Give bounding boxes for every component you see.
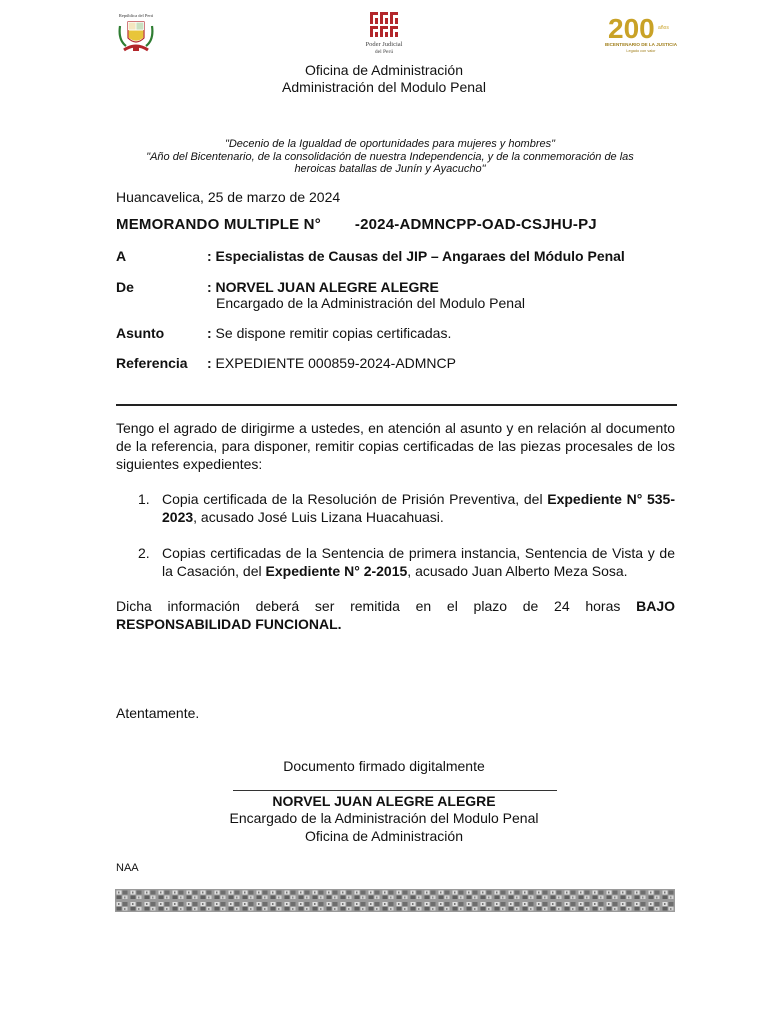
field-a-value: : Especialistas de Causas del JIP – Angaraes del Módulo Penal	[207, 248, 625, 264]
list-item-1-expediente: Expediente N° 535-2023	[162, 491, 675, 525]
office-line-1: Oficina de Administración	[305, 62, 463, 78]
header-divider	[116, 404, 677, 406]
field-a-label: A	[116, 248, 127, 264]
field-de-label: De	[116, 279, 134, 295]
field-referencia-colon: :	[207, 355, 212, 371]
memo-prefix: MEMORANDO MULTIPLE N°	[116, 216, 321, 233]
field-referencia-label: Referencia	[116, 355, 188, 371]
list-item-1-text: Copia certificada de la Resolución de Prisión Preventiva, del	[162, 491, 548, 507]
field-referencia-value: EXPEDIENTE 000859-2024-ADMNCP	[211, 355, 456, 371]
logo-right-anos: años	[658, 25, 669, 31]
bicentenario-200-logo-icon	[604, 12, 678, 56]
initials: NAA	[116, 862, 139, 874]
signatory-role: Encargado de la Administración del Modulo Penal	[229, 810, 539, 826]
poder-judicial-logo	[354, 12, 414, 56]
logo-mid-text-2: del Perú	[374, 49, 394, 55]
logo-right-number: 200	[608, 13, 655, 44]
office-line-2: Administración del Modulo Penal	[282, 79, 486, 95]
list-item-1	[138, 490, 675, 526]
list-item-1-accused: , acusado José Luis Lizana Huacahuasi.	[193, 509, 444, 525]
logo-left-text: República del Perú	[118, 13, 154, 18]
quote-line-3: heroicas batallas de Junín y Ayacucho"	[294, 163, 486, 175]
memo-title	[116, 216, 597, 233]
office-heading	[0, 62, 768, 96]
logo-right-text-1: BICENTENARIO DE LA JUSTICIA	[604, 42, 678, 47]
intro-paragraph: Tengo el agrado de dirigirme a ustedes, en atención al asunto y en relación al documento de la referencia, para disponer, remitir copias certificadas de las piezas procesales de los siguientes expedientes:	[116, 420, 675, 472]
peru-coat-of-arms-icon	[116, 12, 156, 58]
farewell: Atentamente.	[116, 705, 200, 721]
quote-line-2: "Año del Bicentenario, de la consolidación de nuestra Independencia, y de la conmemoración de las	[146, 150, 634, 163]
field-asunto-label: Asunto	[116, 325, 165, 341]
list-item-2-expediente: Expediente N° 2-2015	[265, 563, 408, 579]
footer-pattern-icon	[115, 889, 675, 912]
field-asunto-value: Se dispone remitir copias certificadas.	[211, 325, 452, 341]
signatory-name: NORVEL JUAN ALEGRE ALEGRE	[272, 793, 496, 809]
closing-emphasis: BAJO RESPONSABILIDAD FUNCIONAL.	[116, 598, 675, 632]
year-quotes	[110, 138, 670, 176]
list-item-2-accused: , acusado Juan Alberto Meza Sosa.	[407, 563, 628, 579]
list-item-2-number: 2.	[138, 545, 150, 561]
signatory-office: Oficina de Administración	[305, 828, 463, 844]
signature-line	[233, 790, 557, 791]
decorative-footer-band	[115, 889, 675, 912]
closing-text: Dicha información deberá ser remitida en el plazo de 24 horas	[116, 598, 637, 614]
field-de-value-2: Encargado de la Administración del Modulo Penal	[216, 295, 525, 311]
logo-right-text-2: Legado con valor	[626, 49, 656, 53]
bicentenario-logo	[604, 12, 678, 56]
document-date: Huancavelica, 25 de marzo de 2024	[116, 189, 341, 205]
peru-coat-of-arms-logo	[116, 12, 156, 58]
quote-line-1: "Decenio de la Igualdad de oportunidades para mujeres y hombres"	[224, 138, 556, 150]
list-item-2-text: Copias certificadas de la Sentencia de primera instancia, Sentencia de Vista y de la Casación, del	[162, 545, 675, 579]
logo-mid-text-1: Poder Judicial	[365, 41, 403, 48]
field-de-value: : NORVEL JUAN ALEGRE ALEGRE	[207, 279, 439, 295]
memo-code: -2024-ADMNCPP-OAD-CSJHU-PJ	[354, 216, 597, 233]
digital-signature-note: Documento firmado digitalmente	[283, 758, 485, 774]
list-item-2	[138, 544, 675, 580]
poder-judicial-logo-icon	[354, 12, 414, 56]
field-asunto-colon: :	[207, 325, 212, 341]
list-item-1-number: 1.	[138, 491, 150, 507]
closing-paragraph	[116, 597, 675, 633]
